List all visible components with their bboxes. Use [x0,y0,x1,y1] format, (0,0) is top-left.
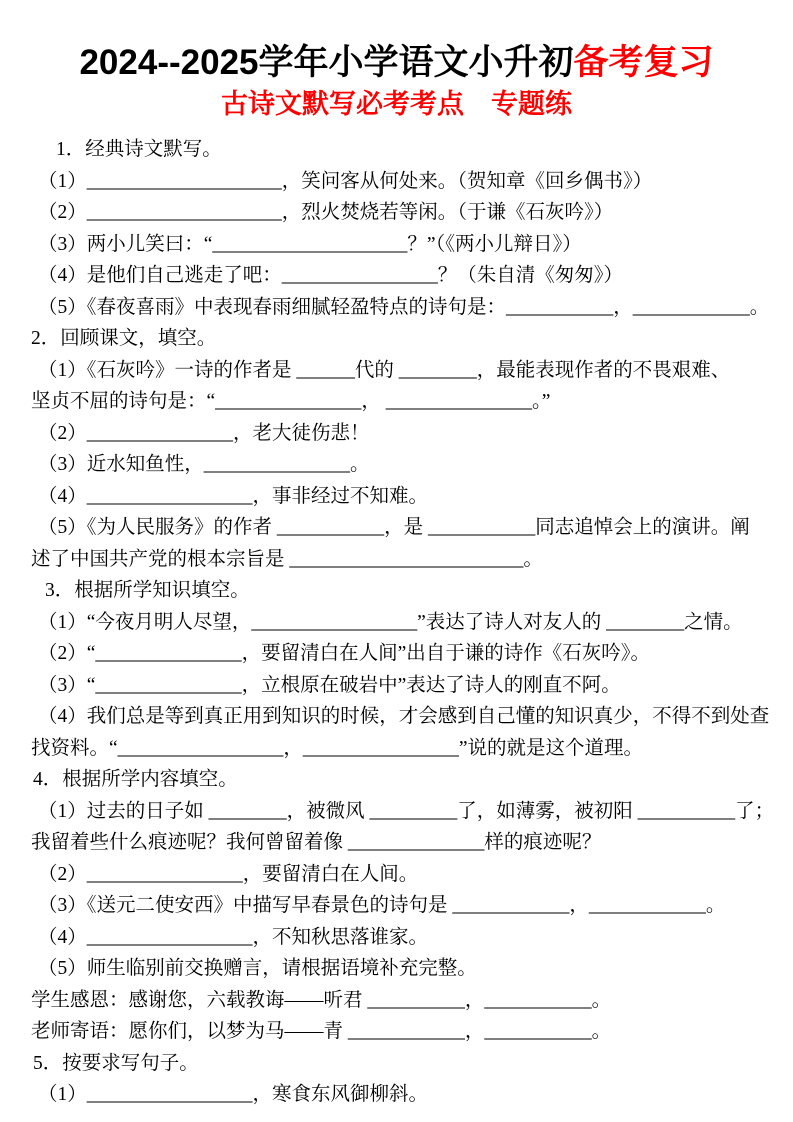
s4-q5-teacher-line: 老师寄语：愿你们，以梦为马——青 ____________，___________。 [31,1021,612,1042]
s1-q1-blank-line: （1）____________________，笑问客从何处来。（贺知章《回乡偶书》） [38,170,653,192]
s5-q1-blank-line: （1）_________________，寒食东风御柳斜。 [38,1084,429,1105]
s2-q5-blank-line: （5）《为人民服务》的作者 ___________，是 ___________同志追悼会上的演讲。阐 [38,517,750,538]
s2-q3-blank-line: （3）近水知鱼性，_______________。 [38,454,370,475]
s2-q2-blank-line: （2）_______________，老大徒伤悲！ [38,422,370,444]
doc-subtitle: 古诗文默写必考考点 专题练 [221,89,572,119]
s3-q2-blank-line: （2）“_______________，要留清白在人间”出自于谦的诗作《石灰吟》。 [38,643,651,664]
worksheet-body [0,134,793,1111]
section-2-heading: 2．回顾课文，填空。 [31,328,217,349]
s3-q1-blank-line: （1）“今夜月明人尽望，_________________”表达了诗人对友人的 ________之情。 [38,611,743,633]
s4-q4-blank-line: （4）_________________，不知秋思落谁家。 [38,926,429,948]
s4-q3-blank-line: （3）《送元二使安西》中描写早春景色的诗句是 ____________，____________。 [38,895,726,916]
s1-q4-blank-line: （4）是他们自己逃走了吧：________________？（朱自清《匆匆》） [38,265,624,286]
s1-q3-blank-line: （3）两小儿笑曰：“____________________？”（《两小儿辩日》） [38,233,582,255]
title-block [0,0,793,120]
s4-q1-blank-line: （1）过去的日子如 ________，被微风 _________了，如薄雾，被初阳 __________了； [38,800,775,822]
s4-q5-student-line: 学生感恩：感谢您，六载教诲——听君 __________，___________。 [31,989,612,1011]
s3-q4-continued-line: 找资料。“_________________，________________”说的就是这个道理。 [31,737,644,759]
s4-q5-prompt-line: （5）师生临别前交换赠言，请根据语境补充完整。 [38,958,477,979]
s1-q2-blank-line: （2）____________________，烈火焚烧若等闲。（于谦《石灰吟》） [38,202,614,223]
s2-q5-continued-line: 述了中国共产党的根本宗旨是 ________________________。 [31,548,543,570]
doc-title [0,42,793,84]
s2-q1-continued-line: 坚贞不屈的诗句是：“_______________， _______________。” [31,391,551,412]
section-1-heading: 1．经典诗文默写。 [56,139,222,160]
s2-q4-blank-line: （4）_________________，事非经过不知难。 [38,485,429,507]
s4-q2-blank-line: （2）________________，要留清白在人间。 [38,863,419,885]
doc-title-black: 2024--2025学年小学语文小升初 [79,43,574,82]
s4-q1-continued-line: 我留着些什么痕迹呢？我何曾留着像 ______________样的痕迹呢？ [31,832,602,853]
s3-q3-blank-line: （3）“_______________，立根原在破岩中”表达了诗人的刚直不阿。 [38,674,621,696]
s1-q5-blank-line: （5）《春夜喜雨》中表现春雨细腻轻盈特点的诗句是：___________，____________。 [38,296,770,318]
s2-q1-blank-line: （1）《石灰吟》一诗的作者是 ______代的 ________，最能表现作者的不畏艰难、 [38,359,731,381]
doc-title-red-highlight: 备考复习 [573,43,714,82]
section-5-heading: 5．按要求写句子。 [33,1052,199,1074]
section-4-heading: 4．根据所学内容填空。 [33,769,238,790]
section-3-heading: 3．根据所学知识填空。 [45,580,250,601]
s3-q4-blank-line: （4）我们总是等到真正用到知识的时候，才会感到自己懂的知识真少，不得不到处查 [38,706,770,727]
